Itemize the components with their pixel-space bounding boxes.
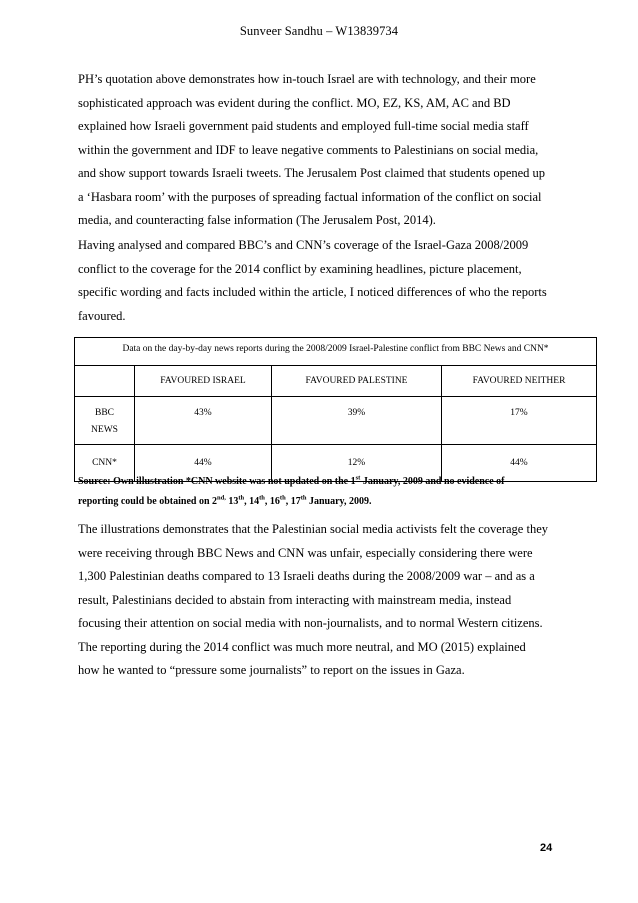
text-line: Having analysed and compared BBC’s and CNN’s coverage of the Israel-Gaza 2008/2009 [78, 238, 529, 252]
table-cell: 44% [135, 445, 272, 482]
text-line: The illustrations demonstrates that the Palestinian social media activists felt the coverage they [78, 522, 549, 536]
table-row [75, 397, 597, 445]
text-line: how he wanted to “pressure some journalists” to report on the issues in Gaza. [78, 663, 465, 677]
table-cell: 39% [272, 397, 442, 445]
text-line: conflict to the coverage for the 2014 conflict by examining headlines, picture placement, [78, 261, 522, 276]
text-line: within the government and IDF to leave negative comments to Palestinians on social media, [78, 142, 539, 157]
text-line: were receiving through BBC News and CNN was unfair, especially considering there were [78, 545, 533, 560]
text-line: a ‘Hasbara room’ with the purposes of spreading factual information of the conflict on social [78, 189, 542, 204]
paragraph-illustration [78, 518, 568, 683]
text-line: PH’s quotation above demonstrates how in-touch Israel are with technology, and their more [78, 72, 536, 86]
page-number: 24 [540, 842, 553, 854]
page-header: Sunveer Sandhu – W13839734 [239, 24, 399, 38]
text-line: favoured. [78, 308, 126, 323]
paragraph-analysis [78, 234, 568, 328]
text-line: specific wording and facts included within the article, I noticed differences of who the reports [78, 285, 547, 299]
row-label-line: BBC [94, 408, 114, 418]
table-cell: 43% [135, 397, 272, 445]
row-label [75, 397, 135, 445]
table-header-cell: FAVOURED NEITHER [442, 366, 597, 397]
table-header-cell [75, 366, 135, 397]
table-cell: 44% [442, 445, 597, 482]
table-caption: Data on the day-by-day news reports during the 2008/2009 Israel-Palestine conflict from BBC News and CNN* [75, 338, 597, 366]
coverage-table [74, 337, 597, 482]
text-line: 1,300 Palestinian deaths compared to 13 Israeli deaths during the 2008/2009 war – and as a [78, 569, 535, 583]
source-line: reporting could be obtained on $2^{nd,}$ 13th, 14th, 16th, 17th January, 2009. [78, 494, 372, 507]
table-cell: 17% [442, 397, 597, 445]
text-line: focusing their attention on social media with non-journalists, and to normal Western citizens. [78, 616, 543, 630]
text-line: The reporting during the 2014 conflict was much more neutral, and MO (2015) explained [78, 639, 526, 654]
table-header-row [75, 366, 597, 397]
text-line: media, and counteracting false information (The Jerusalem Post, 2014). [78, 213, 436, 227]
table-header-cell: FAVOURED PALESTINE [272, 366, 442, 397]
row-label-line: NEWS [91, 425, 118, 435]
text-line: explained how Israeli government paid students and employed full-time social media staff [78, 119, 529, 133]
table-source-note [78, 472, 578, 512]
text-line: and show support towards Israeli tweets. The Jerusalem Post claimed that students opened up [78, 166, 546, 180]
paragraph-hasbara [78, 68, 568, 233]
text-line: sophisticated approach was evident during the conflict. MO, EZ, KS, AM, AC and BD [78, 95, 511, 110]
source-line: Source: Own illustration *CNN website was not updated on the 1st January, 2009 and no evidence of [78, 474, 505, 487]
table-cell: 12% [272, 445, 442, 482]
text-line: result, Palestinians decided to abstain from interacting with mainstream media, instead [78, 592, 512, 607]
table-header-cell: FAVOURED ISRAEL [135, 366, 272, 397]
row-label: CNN* [75, 445, 135, 482]
